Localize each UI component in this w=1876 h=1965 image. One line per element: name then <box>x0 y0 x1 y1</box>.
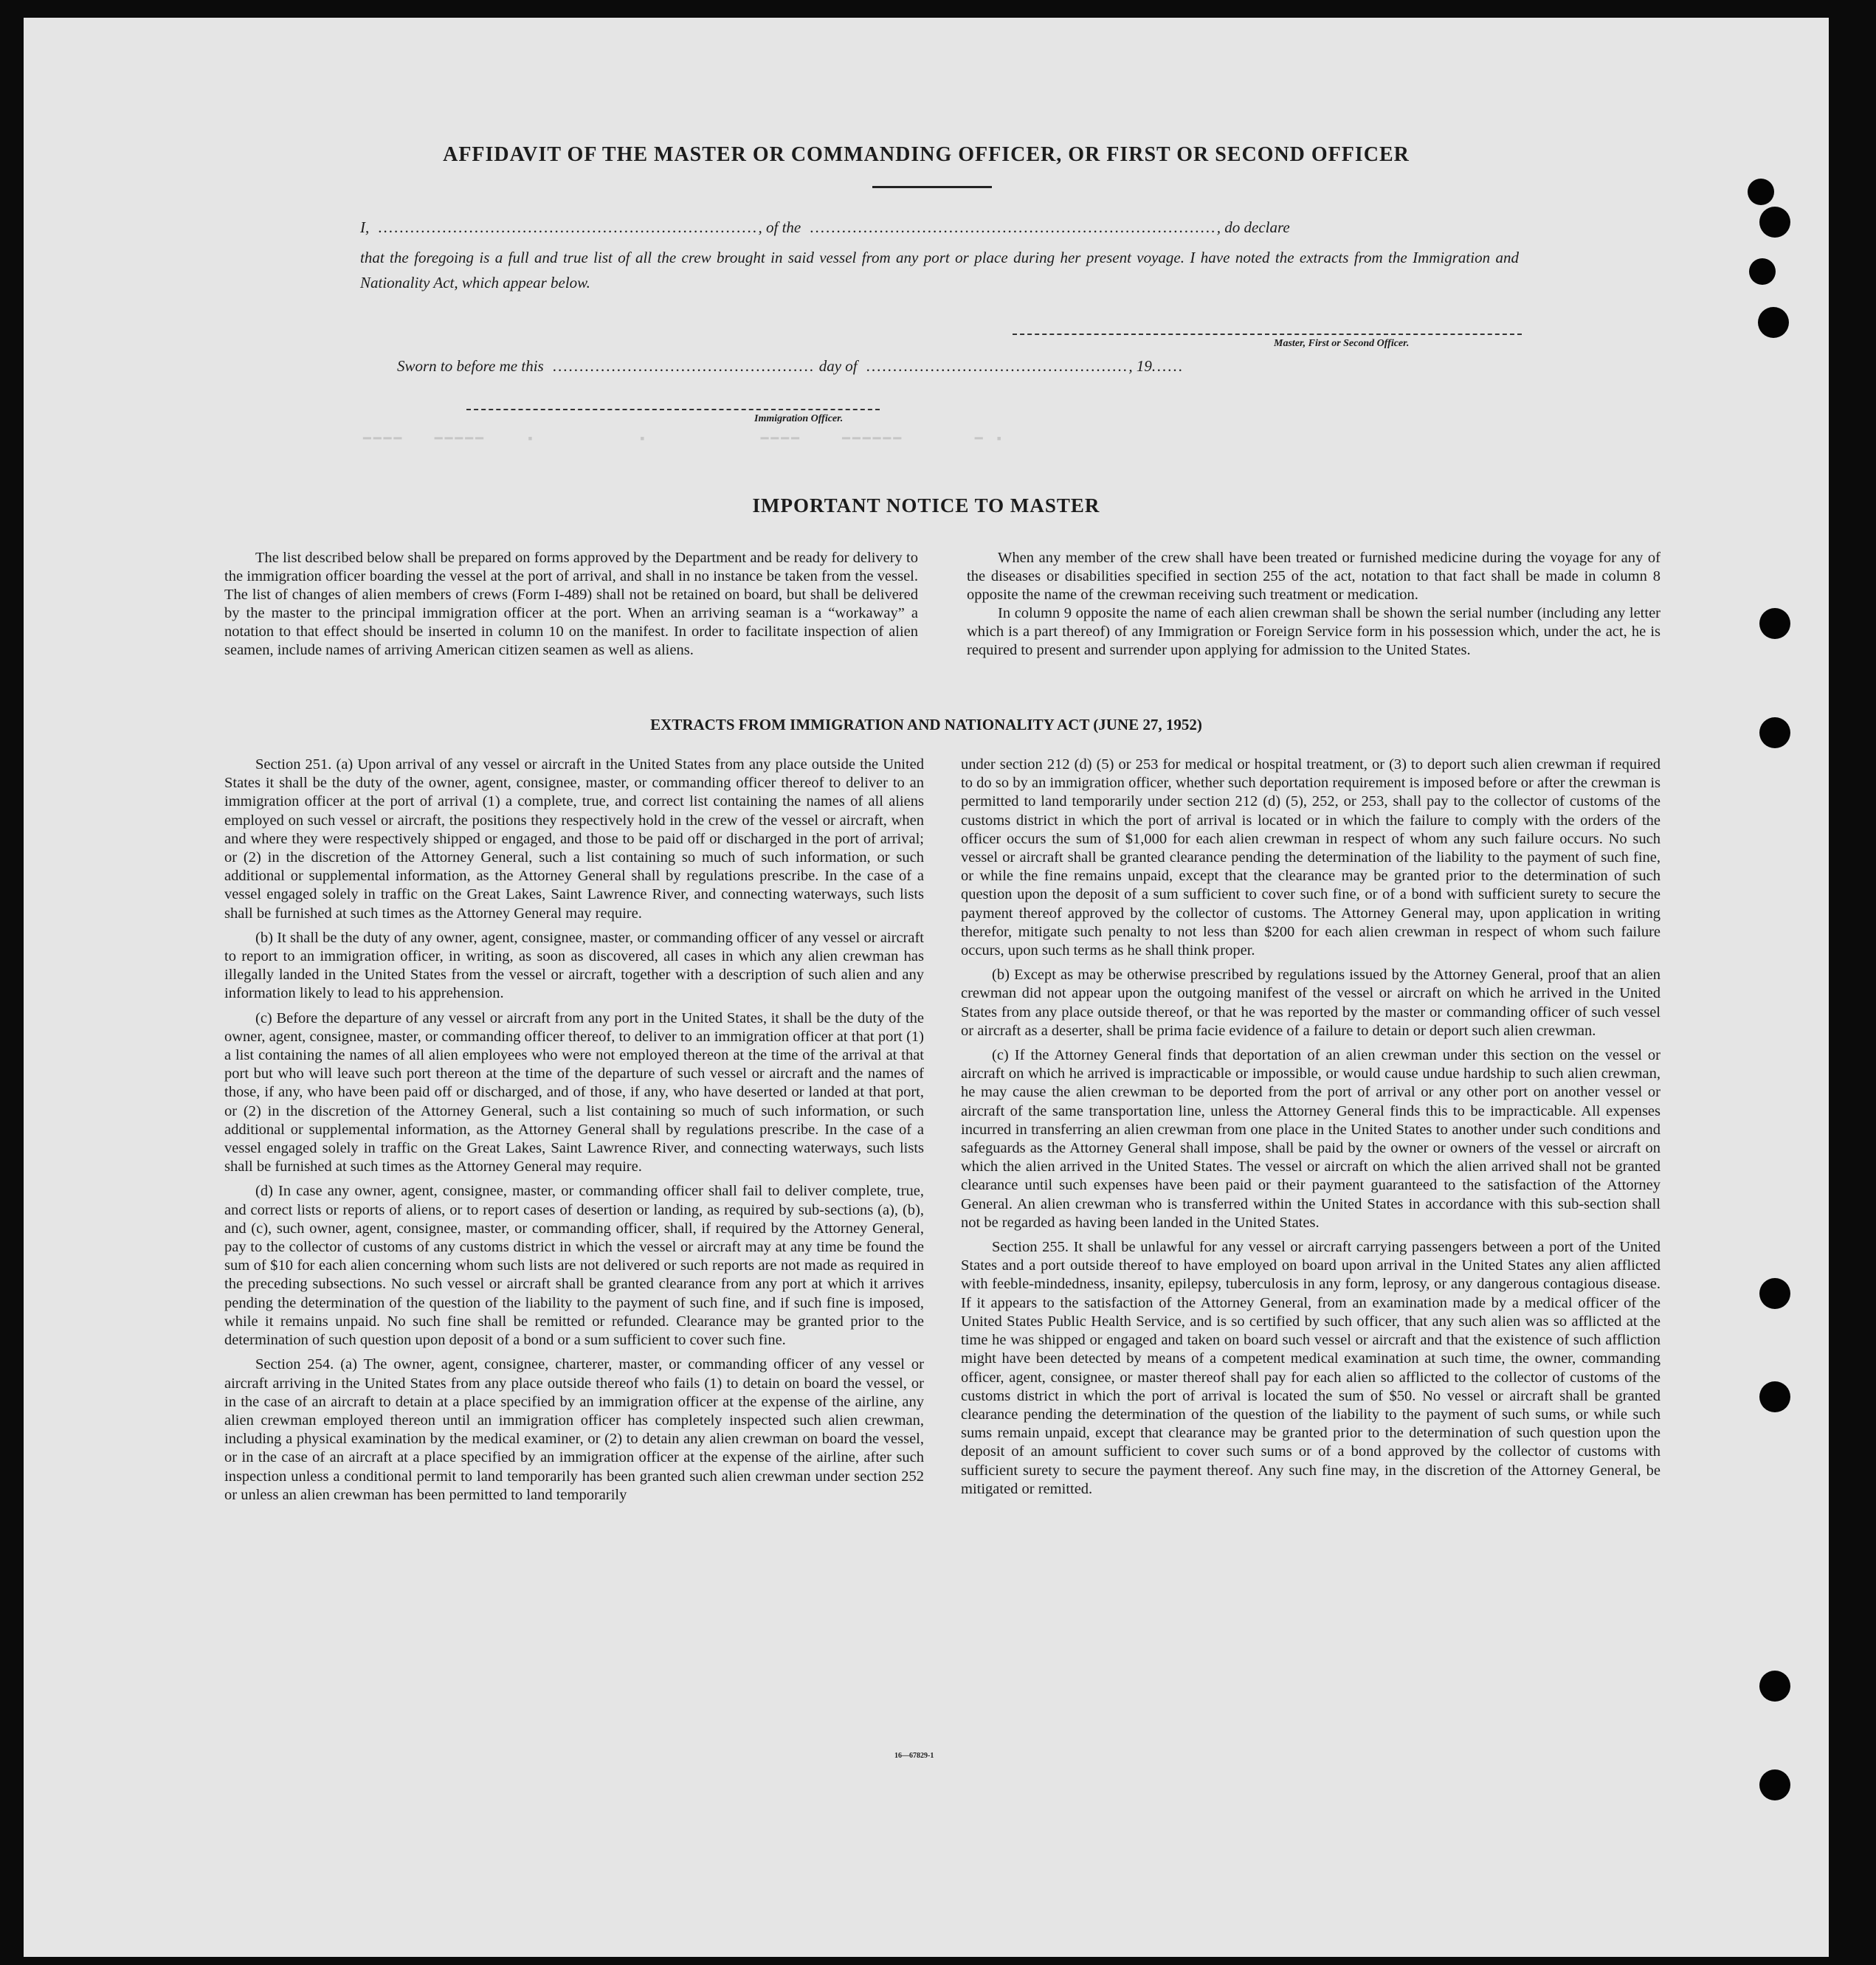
declaration-body: that the foregoing is a full and true list of all the crew brought in said vessel from any port or place during her present voyage. I have noted the extracts from the Immigration and Nationality Act, which appear below. <box>360 249 1519 291</box>
extracts-title: EXTRACTS FROM IMMIGRATION AND NATIONALITY ACT (JUNE 27, 1952) <box>650 716 1202 733</box>
section-251-c: (c) Before the departure of any vessel or aircraft from any port in the United States, it shall be the duty of the owner, agent, consignee, master, or commanding officer thereof, to deliver to an immigration officer at that port (1) a list containing the names of all alien employees who were not employed thereon at the time of the arrival at that port but who will leave such port thereon at the time of the departure of such vessel or aircraft and the names of those, if any, who have been paid off or discharged, and of those, if any, who have deserted or landed at that port, or (2) in the discretion of the Attorney General, such a list containing so much of such information, or such additional or supplemental information, as the Attorney General shall by regulations prescribe. In the case of a vessel engaged solely in traffic on the Great Lakes, Saint Lawrence River, and connecting waterways, such lists shall be furnished at such times as the Attorney General may require. <box>224 1009 924 1175</box>
affidavit-title: AFFIDAVIT OF THE MASTER OR COMMANDING OFFICER, OR FIRST OR SECOND OFFICER <box>443 143 1410 166</box>
title-rule <box>872 186 992 188</box>
master-signature-label: Master, First or Second Officer. <box>1274 338 1410 349</box>
section-251-b: (b) It shall be the duty of any owner, agent, consignee, master, or commanding officer of any vessel or aircraft to report to an immigration officer, in writing, as soon as discovered, all cases in which any alien crewman has illegally landed in the United States from the vessel or aircraft, together with a description of such alien and any information likely to lead to his apprehension. <box>224 929 924 1002</box>
officer-signature-label: Immigration Officer. <box>754 413 844 424</box>
day-of-label: day of <box>818 357 858 375</box>
section-254-b: (b) Except as may be otherwise prescribed by regulations issued by the Attorney General, proof that an alien crewman did not appear upon the outgoing manifest of the vessel or aircraft on which he arrived in the United States from any place outside thereof, or that he was reported by the master or commanding officer of such vessel or aircraft as a deserter, shall be prima facie evidence of a failure to detain or deport such alien crewman. <box>961 967 1661 1039</box>
notice-title: IMPORTANT NOTICE TO MASTER <box>752 494 1100 517</box>
master-signature-line[interactable] <box>1013 334 1522 335</box>
declaration-i: I, <box>360 218 370 236</box>
notice-left-column <box>224 549 918 660</box>
declaration-of-the: , of the <box>758 218 801 236</box>
form-number: 16—67829-1 <box>894 1752 934 1760</box>
form-page <box>24 18 1829 1957</box>
binder-hole-icon <box>1759 1278 1790 1309</box>
vessel-blank[interactable]: ............................................................................ <box>804 218 1217 236</box>
binder-hole-icon <box>1759 717 1790 748</box>
section-251-a: Section 251. (a) Upon arrival of any vessel or aircraft in the United States from any place outside the United States it shall be the duty of the owner, agent, consignee, master, or commanding officer thereof to deliver to an immigration officer at the port of arrival (1) a complete, true, and correct list containing the names of all aliens employed on such vessel or aircraft, the positions they respectively hold in the crew of the vessel or aircraft, when and where they were respectively shipped or engaged, and those to be paid off or discharged in the port of arrival; or (2) in the discretion of the Attorney General, such a list containing so much of such information, or such additional or supplemental information, as the Attorney General shall by regulations prescribe. In the case of a vessel engaged solely in traffic on the Great Lakes, Saint Lawrence River, and connecting waterways, such lists shall be furnished at such times as the Attorney General may require. <box>224 756 924 922</box>
section-254-a-continued: under section 212 (d) (5) or 253 for medical or hospital treatment, or (3) to deport such alien crewman if required to do so by an immigration officer, whether such deportation requirement is imposed before or after the crewman is permitted to land temporarily under section 212 (d) (5), 252, or 253, shall pay to the collector of customs of the customs district in which the port of arrival is located or in which the failure to comply with the orders of the officer occurs the sum of $1,000 for each alien crewman in respect of whom any such failure occurs. No such vessel or aircraft shall be granted clearance pending the determination of the liability to the payment of such fine, or while the fine remains unpaid, except that the clearance may be granted prior to the determination of such question upon the deposit of a sum sufficient to cover such fine, or of a bond with sufficient surety to secure the payment thereof approved by the collector of customs. The Attorney General may, upon application in writing therefor, mitigate such penalty to not less than $200 for each alien crewman in respect of whom such failure occurs, upon such terms as he shall think proper. <box>961 756 1661 959</box>
binder-hole-icon <box>1759 207 1790 238</box>
notice-left-paragraph: The list described below shall be prepared on forms approved by the Department and be ready for delivery to the immigration officer boarding the vessel at the port of arrival, and shall in no instance be taken from the vessel. The list of changes of alien members of crews (Form I-489) shall not be retained on board, but shall be delivered by the master to the principal immigration officer at the port. When an arriving seaman is a “workaway” a notation to that effect should be inserted in column 10 on the manifest. In order to facilitate inspection of alien seamen, include names of arriving American citizen seamen as well as aliens. <box>224 550 918 658</box>
section-251-d: (d) In case any owner, agent, consignee, master, or commanding officer shall fail to deliver complete, true, and correct lists or reports of aliens, or to report cases of desertion or landing, as required by sub-sections (a), (b), and (c), such owner, agent, consignee, master, or commanding officer, shall, if required by the Attorney General, pay to the collector of customs of any customs district in which the vessel or aircraft may at any time be found the sum of $10 for each alien concerning whom such lists are not delivered or such reports are not made as required in the preceding subsections. No such vessel or aircraft shall be granted clearance from any port at which it arrives pending the determination of the question of the liability to the payment of such fine, and if such fine is imposed, while it remains unpaid. No such fine shall be remitted or refunded. Clearance may be granted prior to the determination of such question upon deposit of a bond or a sum sufficient to cover such fine. <box>224 1183 924 1349</box>
extracts-left-column <box>224 756 924 1510</box>
name-blank[interactable]: ....................................................................... <box>373 218 759 236</box>
binder-hole-icon <box>1759 1769 1790 1800</box>
year-blank[interactable]: ...... <box>1151 357 1184 375</box>
binder-hole-icon <box>1759 1381 1790 1412</box>
extracts-right-column <box>961 756 1661 1505</box>
binder-hole-icon <box>1748 179 1774 205</box>
officer-signature-line[interactable] <box>466 409 880 410</box>
bleed-through-marks: ━━━━ ━━━━━ ▪ ▪ ━━━━ ━━━━━━ ━ ▪ <box>363 432 1006 447</box>
binder-hole-icon <box>1749 258 1776 285</box>
sworn-line <box>397 357 1184 376</box>
notice-right-paragraph-1: When any member of the crew shall have been treated or furnished medicine during the voyage for any of the diseases or disabilities specified in section 255 of the act, notation to that fact shall be made in column 8 opposite the name of the crewman receiving such treatment or medication. <box>967 550 1661 603</box>
declaration-do-declare: , do declare <box>1216 218 1290 236</box>
year-label: , 19 <box>1128 357 1152 375</box>
section-255: Section 255. It shall be unlawful for any vessel or aircraft carrying passengers between a port of the United States and a port outside thereof to have employed on board upon arrival in the United States any alien afflicted with feeble-mindedness, insanity, epilepsy, tuberculosis in any form, leprosy, or any dangerous contagious disease. If it appears to the satisfaction of the Attorney General, from an examination made by a medical officer of the United States Public Health Service, and is so certified by such officer, that any such alien was so afflicted at the time he was shipped or engaged and taken on board such vessel or aircraft and that the existence of such affliction might have been detected by means of a competent medical examination at such time, the owner, commanding officer, agent, consignee, or master thereof shall pay for each alien so afflicted to the collector of customs of the customs district in which the port of arrival is located the sum of $50. No vessel or aircraft shall be granted clearance pending the determination of the question of the liability to the payment of such sums, or while such sums remain unpaid, except that clearance may be granted prior to the determination of such question upon the deposit of an amount sufficient to cover such sums or of a bond approved by the collector of customs with sufficient surety to secure the payment thereof. Any such fine may, in the discretion of the Attorney General, be mitigated or remitted. <box>961 1239 1661 1497</box>
sworn-month-blank[interactable]: ................................................. <box>861 357 1129 375</box>
binder-hole-icon <box>1759 608 1790 639</box>
sworn-label: Sworn to before me this <box>397 357 544 375</box>
declaration-line <box>360 218 1519 237</box>
section-254-a: Section 254. (a) The owner, agent, consignee, charterer, master, or commanding officer of any vessel or aircraft arriving in the United States from any place outside thereof who fails (1) to detain on board the vessel, or in the case of an aircraft to detain at a place specified by an immigration officer at the expense of the airline, any alien crewman employed thereon until an immigration officer has completely inspected such alien crewman, including a physical examination by the medical examiner, or (2) to detain any alien crewman on board the vessel, or in the case of an aircraft at a place specified by an immigration officer at the expense of the airline, after such inspection unless a conditional permit to land temporarily has been granted such alien crewman under section 252 or unless an alien crewman has been permitted to land temporarily <box>224 1356 924 1503</box>
binder-hole-icon <box>1758 307 1789 338</box>
notice-right-paragraph-2: In column 9 opposite the name of each alien crewman shall be shown the serial number (including any letter which is a part thereof) of any Immigration or Foreign Service form in his possession which, under the act, he is required to present and surrender upon applying for admission to the United States. <box>967 605 1661 658</box>
binder-hole-icon <box>1759 1671 1790 1702</box>
sworn-day-blank[interactable]: ................................................. <box>547 357 815 375</box>
section-254-c: (c) If the Attorney General finds that deportation of an alien crewman under this section on the vessel or aircraft on which he arrived is impracticable or impossible, or would cause undue hardship to such alien crewman, he may cause the alien crewman to be deported from the port of arrival or any other port on another vessel or aircraft of the same transportation line, unless the Attorney General finds this to be impracticable. All expenses incurred in transferring an alien crewman from one place in the United States to another under such conditions and safeguards as the Attorney General shall impose, shall be paid by the owner or owners of the vessel or aircraft on which the alien arrived in the United States. The vessel or aircraft on which the alien arrived shall not be granted clearance until such expenses have been paid or their payment guaranteed to the satisfaction of the Attorney General. An alien crewman who is transferred within the United States in accordance with this sub-section shall not be regarded as having been landed in the United States. <box>961 1047 1661 1231</box>
notice-right-column <box>967 549 1661 660</box>
